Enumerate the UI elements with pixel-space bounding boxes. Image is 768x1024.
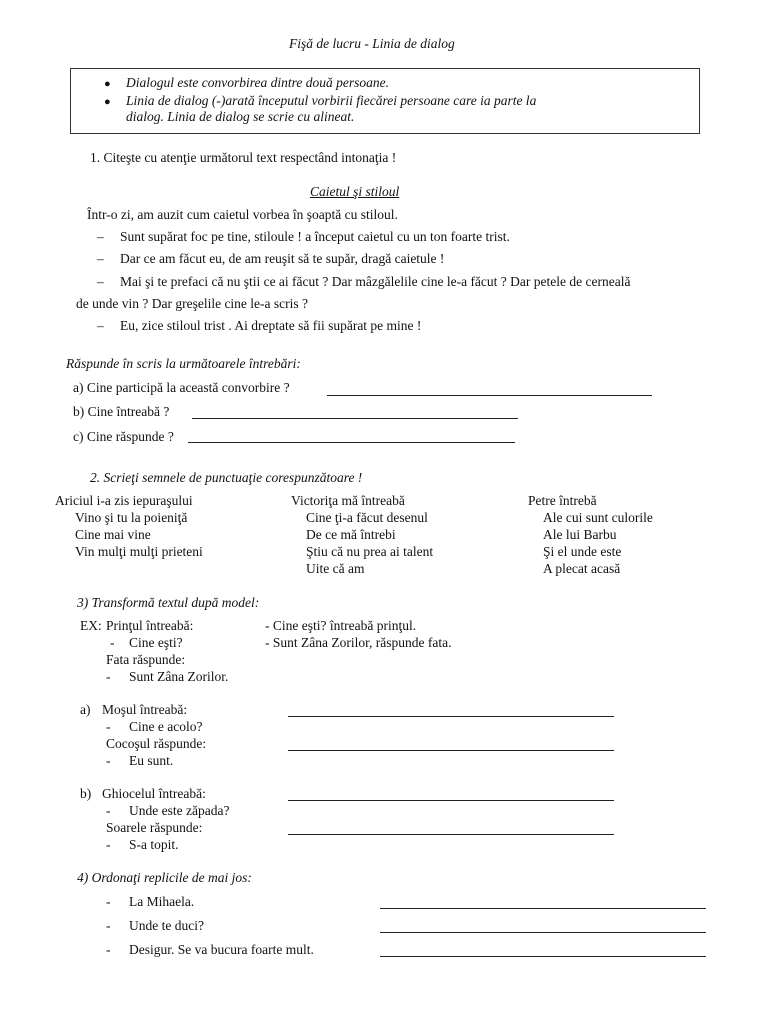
reply-item: La Mihaela.: [129, 894, 195, 909]
question-a: a) Cine participă la această convorbire ?: [73, 380, 290, 395]
dialog-hyphen: -: [106, 942, 111, 957]
item-a-label: a): [80, 702, 91, 717]
page-title: Fişă de lucru - Linia de dialog: [289, 36, 455, 51]
item-a-line: Moşul întreabă:: [102, 702, 188, 717]
column-2-item: De ce mă întrebi: [306, 527, 396, 542]
story-title: Caietul şi stiloul: [310, 184, 400, 199]
column-2-item: Cine ţi-a făcut desenul: [306, 510, 428, 525]
exercise-1-instruction: 1. Citeşte cu atenţie următorul text respectând intonaţia !: [90, 150, 397, 165]
dialog-line: Mai şi te prefaci că nu ştii ce ai făcut ? Dar mâzgălelile cine le-a făcut ? Dar petele de cerneală: [120, 274, 631, 289]
dialog-hyphen: -: [106, 669, 111, 684]
item-a-line: Cocoşul răspunde:: [106, 736, 207, 751]
definition-line: Linia de dialog (-)arată începutul vorbirii fiecărei persoane care ia parte la: [126, 93, 537, 108]
example-line: Cine eşti?: [129, 635, 183, 650]
dialog-hyphen: -: [106, 719, 111, 734]
definition-line: Dialogul este convorbirea dintre două persoane.: [126, 75, 389, 90]
column-2-item: Uite că am: [306, 561, 365, 576]
column-3-item: Ale lui Barbu: [543, 527, 617, 542]
column-3-item: Şi el unde este: [543, 544, 622, 559]
answer-line-a[interactable]: [327, 395, 652, 396]
column-1-item: Vino şi tu la poieniţă: [75, 510, 188, 525]
story-paragraph: Într-o zi, am auzit cum caietul vorbea în şoaptă cu stiloul.: [87, 207, 398, 222]
dialog-line: Sunt supărat foc pe tine, stiloule ! a început caietul cu un ton foarte trist.: [120, 229, 510, 244]
dialog-dash: –: [97, 318, 104, 333]
answer-line-c[interactable]: [188, 442, 515, 443]
reply-item: Desigur. Se va bucura foarte mult.: [129, 942, 314, 957]
example-answer: - Sunt Zâna Zorilor, răspunde fata.: [265, 635, 452, 650]
answer-line-3b-2[interactable]: [288, 834, 614, 835]
item-a-line: Cine e acolo?: [129, 719, 203, 734]
dialog-hyphen: -: [106, 894, 111, 909]
answer-line-3b-1[interactable]: [288, 800, 614, 801]
example-label: EX:: [80, 618, 102, 633]
bullet-icon: ●: [104, 78, 111, 90]
column-1-item: Ariciul i-a zis iepuraşului: [55, 493, 193, 508]
item-b-line: S-a topit.: [129, 837, 179, 852]
column-3-item: Ale cui sunt culorile: [543, 510, 653, 525]
answer-line-3a-1[interactable]: [288, 716, 614, 717]
exercise-3-instruction: 3) Transformă textul după model:: [77, 595, 260, 610]
dialog-line: Dar ce am făcut eu, de am reuşit să te supăr, dragă caietule !: [120, 251, 445, 266]
dialog-hyphen: -: [106, 803, 111, 818]
exercise-4-instruction: 4) Ordonaţi replicile de mai jos:: [77, 870, 252, 885]
dialog-hyphen: -: [106, 837, 111, 852]
example-line: Fata răspunde:: [106, 652, 186, 667]
item-b-line: Ghiocelul întreabă:: [102, 786, 206, 801]
exercise-2-instruction: 2. Scrieţi semnele de punctuaţie corespunzătoare !: [90, 470, 363, 485]
question-b: b) Cine întreabă ?: [73, 404, 170, 419]
answer-line-4-2[interactable]: [380, 932, 706, 933]
column-1-item: Cine mai vine: [75, 527, 151, 542]
dialog-hyphen: -: [106, 753, 111, 768]
dialog-dash: –: [97, 229, 104, 244]
item-b-line: Unde este zăpada?: [129, 803, 230, 818]
column-3-item: A plecat acasă: [543, 561, 621, 576]
questions-title: Răspunde în scris la următoarele întrebări:: [66, 356, 301, 371]
bullet-icon: ●: [104, 96, 111, 108]
reply-item: Unde te duci?: [129, 918, 204, 933]
item-a-line: Eu sunt.: [129, 753, 174, 768]
answer-line-b[interactable]: [192, 418, 518, 419]
dialog-line: Eu, zice stiloul trist . Ai dreptate să fii supărat pe mine !: [120, 318, 422, 333]
definition-line: dialog. Linia de dialog se scrie cu alineat.: [126, 109, 355, 124]
dialog-dash: –: [97, 251, 104, 266]
dialog-hyphen: -: [106, 918, 111, 933]
dialog-line: de unde vin ? Dar greşelile cine le-a scris ?: [76, 296, 309, 311]
answer-line-3a-2[interactable]: [288, 750, 614, 751]
item-b-label: b): [80, 786, 92, 801]
example-line: Sunt Zâna Zorilor.: [129, 669, 229, 684]
dialog-hyphen: -: [110, 635, 115, 650]
question-c: c) Cine răspunde ?: [73, 429, 174, 444]
column-2-item: Victoriţa mă întreabă: [291, 493, 405, 508]
example-line: Prinţul întreabă:: [106, 618, 194, 633]
answer-line-4-3[interactable]: [380, 956, 706, 957]
column-2-item: Ştiu că nu prea ai talent: [306, 544, 434, 559]
dialog-dash: –: [97, 274, 104, 289]
column-3-item: Petre întrebă: [528, 493, 597, 508]
example-answer: - Cine eşti? întreabă prinţul.: [265, 618, 417, 633]
column-1-item: Vin mulţi mulţi prieteni: [75, 544, 203, 559]
answer-line-4-1[interactable]: [380, 908, 706, 909]
item-b-line: Soarele răspunde:: [106, 820, 203, 835]
